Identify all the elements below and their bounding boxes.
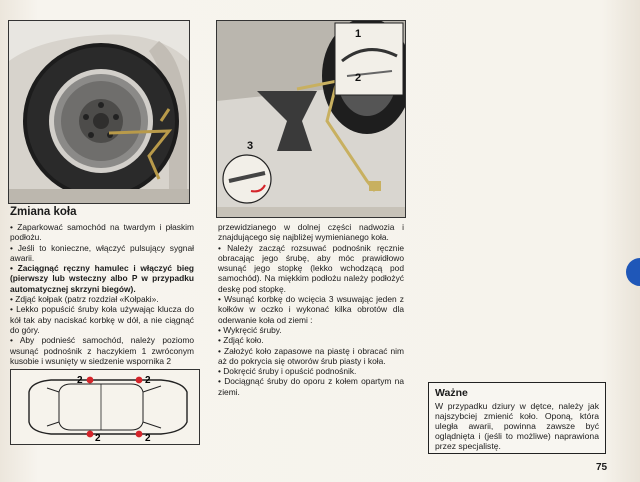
instructions-right-column [218,222,404,397]
step-6-cont: przewidzianego w dolnej części nadwozia i znajdującego się najbliżej wymienianego koła. [218,222,404,243]
important-notice-box [428,382,606,454]
step-9: • Wykręcić śruby. [218,324,282,335]
car-label-2-top-left: 2 [77,375,83,386]
step-12: • Dokręcić śruby i opuścić podnośnik. [218,366,357,377]
step-13: • Dociągnąć śruby do oporu z kołem opartym na ziemi. [218,376,404,397]
label-2: 2 [355,72,362,84]
page-number: 75 [596,462,608,473]
car-label-2-top-right: 2 [145,375,151,386]
step-4: • Zdjąć kołpak (patrz rozdział «Kołpaki». [10,294,159,305]
jack-diagram-photo [216,20,406,218]
wheel-wrench-photo [8,20,190,204]
inset-top-right [335,23,403,95]
step-3: • Zaciągnąć ręczny hamulec i włączyć bieg (pierwszy lub wsteczny albo P w przypadku automatycznej skrzyni biegów). [10,263,194,294]
car-label-2-bottom-left: 2 [95,433,101,444]
step-11: • Założyć koło zapasowe na piastę i obracać nim aż do pokrycia się otworów śrub piasty i koła. [218,345,404,366]
step-5: • Lekko popuścić śruby koła używając klucza do kół tak aby naciskać korbkę w dół, a nie ciągnąć do góry. [10,304,194,335]
notice-title: Ważne [435,387,468,399]
step-8: • Wsunąć korbkę do wcięcia 3 wsuwając jeden z kołków w oczko i wykonać kilka obrotów dla oderwanie koła od ziemi : [218,294,404,325]
step-1: • Zaparkować samochód na twardym i płaskim podłożu. [10,222,194,243]
car-jack-points-diagram [10,369,200,445]
section-title: Zmiana koła [10,206,77,218]
step-2: • Jeśli to konieczne, włączyć pulsujący sygnał awarii. [10,242,194,263]
instructions-left-column [10,222,194,366]
step-7: • Należy zacząć rozsuwać podnośnik ręcznie obracając jego śrubę, aby móc prawidłowo wsunąć jego stopkę (lekko wchodzącą pod samochód). Na miękkim podłożu należy podłożyć deskę pod stopkę. [218,242,404,294]
label-1: 1 [355,28,362,40]
car-label-2-bottom-right: 2 [145,433,151,444]
notice-body: W przypadku dziury w dętce, należy jak najszybciej zmienić koło. Oponą, która uległa awarii, powinna zawsze być oglądnięta i (jeśli to możliwe) naprawiona przez specjalistę. [435,401,599,451]
label-3: 3 [247,140,254,152]
step-10: • Zdjąć koło. [218,335,264,346]
step-6: • Aby podnieść samochód, należy poziomo wsunąć podnośnik z haczykiem 1 zwróconym kusobie i wsunięty w siedzenie wspornika 2 [10,335,194,366]
